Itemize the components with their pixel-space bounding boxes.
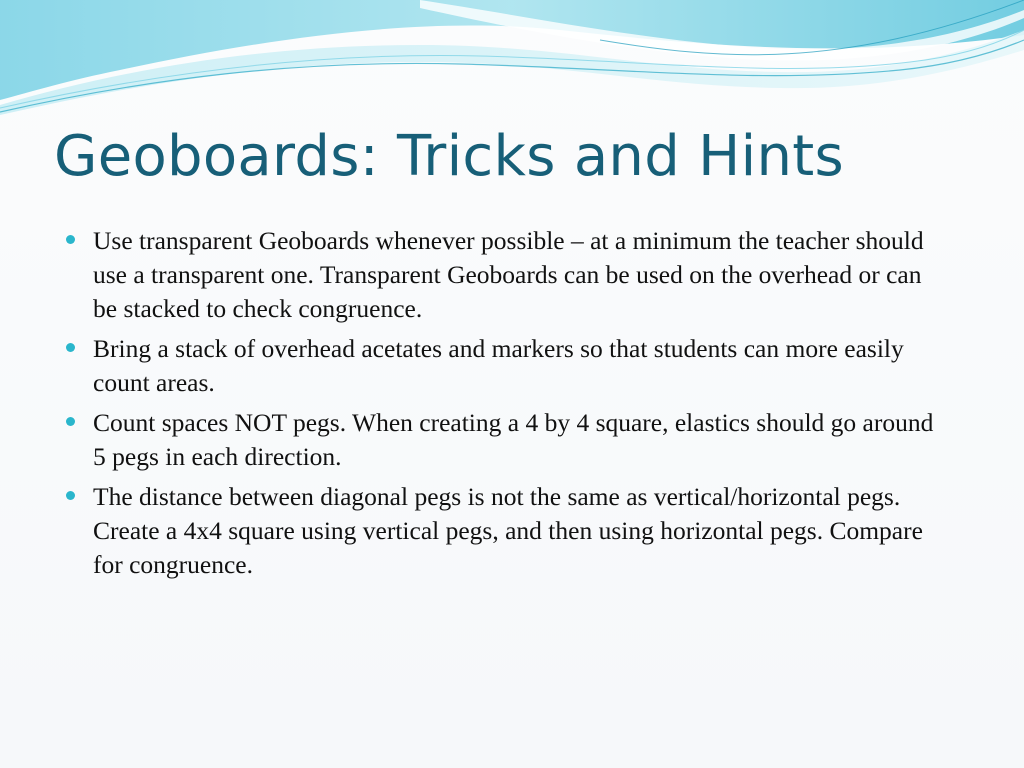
bullet-item	[64, 480, 944, 582]
bullet-list	[64, 224, 944, 588]
bullet-dot-icon	[66, 417, 75, 426]
bullet-dot-icon	[66, 343, 75, 352]
bullet-text: Use transparent Geoboards whenever possible – at a minimum the teacher should use a transparent one. Transparent Geoboards can be used on the overhead or can be stacked to check congruence.	[93, 226, 924, 323]
bullet-item	[64, 224, 944, 326]
bullet-text: Bring a stack of overhead acetates and markers so that students can more easily count areas.	[93, 334, 904, 397]
slide-title: Geoboards: Tricks and Hints	[54, 124, 844, 189]
bullet-text: Count spaces NOT pegs. When creating a 4 by 4 square, elastics should go around 5 pegs in each direction.	[93, 408, 934, 471]
bullet-item	[64, 406, 944, 474]
bullet-item	[64, 332, 944, 400]
bullet-text: The distance between diagonal pegs is not the same as vertical/horizontal pegs. Create a 4x4 square using vertical pegs, and then using horizontal pegs. Compare for congruence.	[93, 482, 923, 579]
bullet-dot-icon	[66, 235, 75, 244]
header-wave-decoration	[0, 0, 1024, 130]
bullet-dot-icon	[66, 491, 75, 500]
